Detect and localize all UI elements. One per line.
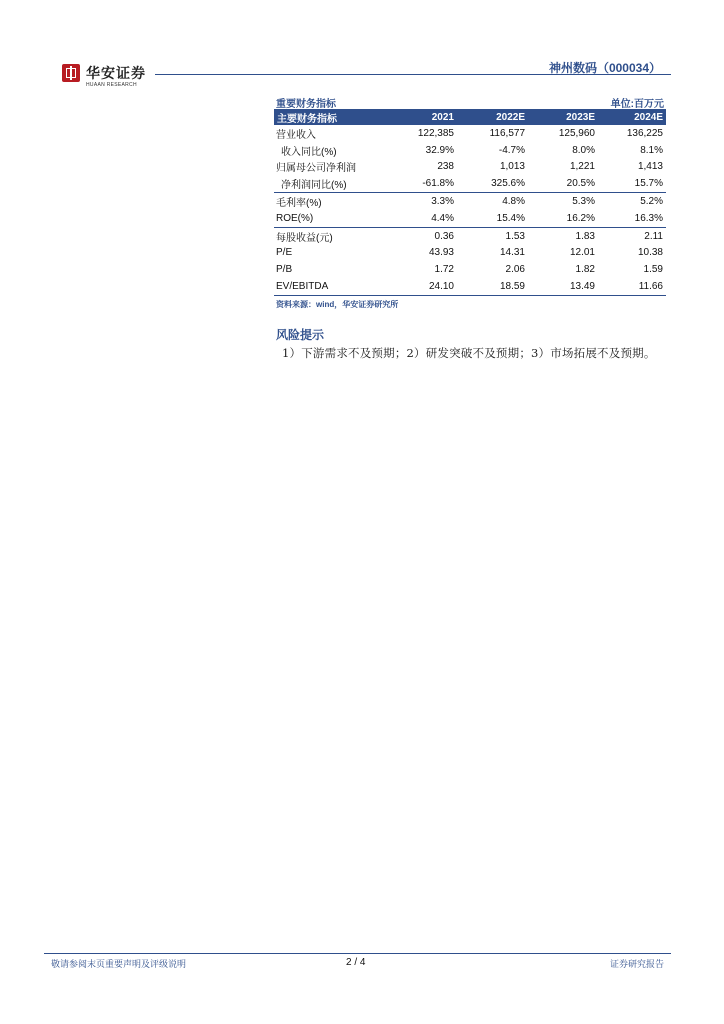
table-cell: 136,225	[626, 127, 663, 139]
table-cell: 1.83	[528, 227, 598, 244]
table-cell: 24.10	[384, 278, 457, 295]
table-header-row	[274, 109, 666, 125]
header-divider	[155, 74, 671, 75]
table-cell: 3.3%	[384, 193, 457, 210]
footer-report-type: 证券研究报告	[609, 959, 664, 969]
row-label: 净利润同比(%)	[281, 180, 347, 192]
row-label: 营业收入	[276, 129, 316, 141]
table-cell: 15.7%	[634, 178, 663, 190]
footer-divider	[44, 953, 671, 954]
row-label: P/B	[276, 264, 293, 276]
page-number: 2 / 4	[346, 957, 366, 968]
financial-table	[274, 109, 666, 296]
table-title: 重要财务指标	[276, 99, 336, 110]
financial-indicators-block	[274, 94, 666, 310]
column-header: 2021	[384, 109, 457, 125]
table-cell: 32.9%	[425, 144, 454, 156]
table-row	[274, 245, 666, 262]
table-cell: -61.8%	[422, 178, 454, 190]
table-cell: 8.0%	[572, 144, 595, 156]
table-row	[274, 175, 666, 192]
table-cell: 8.1%	[640, 144, 663, 156]
column-header: 2024E	[598, 109, 666, 125]
row-label: ROE(%)	[276, 212, 314, 224]
table-cell: 2.06	[505, 264, 525, 276]
table-cell: 20.5%	[566, 178, 595, 190]
row-label: 收入同比(%)	[281, 146, 337, 158]
table-cell: 11.66	[598, 278, 666, 295]
row-label: EV/EBITDA	[274, 278, 384, 295]
table-cell: 325.6%	[491, 178, 525, 190]
table-cell: 1.59	[643, 264, 663, 276]
table-cell: 116,577	[489, 127, 525, 139]
table-cell: 1,413	[637, 161, 663, 173]
table-cell: 10.38	[637, 247, 663, 259]
table-cell: 1,221	[569, 161, 595, 173]
table-row	[274, 159, 666, 176]
risk-text: 1）下游需求不及预期；2）研发突破不及预期；3）市场拓展不及预期。	[282, 346, 656, 360]
table-source-note: 资料来源：wind，华安证券研究所	[276, 299, 399, 309]
row-label: 归属母公司净利润	[276, 163, 356, 175]
table-cell: 43.93	[428, 247, 454, 259]
table-cell: 1.82	[575, 264, 595, 276]
company-title: 神州数码（000034）	[548, 61, 661, 75]
table-cell: 4.8%	[457, 193, 528, 210]
column-header: 2023E	[528, 109, 598, 125]
logo-seal-icon	[62, 64, 80, 82]
table-unit: 单位:百万元	[610, 99, 664, 110]
table-row	[274, 227, 666, 244]
table-cell: 238	[437, 161, 454, 173]
column-header: 主要财务指标	[274, 109, 384, 125]
table-cell: 16.3%	[634, 212, 663, 224]
footer-disclaimer: 敬请参阅末页重要声明及评级说明	[51, 959, 187, 969]
table-cell: 14.31	[499, 247, 525, 259]
column-header: 2022E	[457, 109, 528, 125]
table-cell: 0.36	[384, 227, 457, 244]
table-cell: 13.49	[528, 278, 598, 295]
row-label: P/E	[276, 247, 293, 259]
table-cell: 4.4%	[431, 212, 454, 224]
brand-logo	[62, 62, 157, 90]
table-cell: 15.4%	[496, 212, 525, 224]
table-cell: 16.2%	[566, 212, 595, 224]
risk-heading: 风险提示	[276, 328, 325, 342]
table-row	[274, 261, 666, 278]
table-cell: 1,013	[499, 161, 525, 173]
table-cell: -4.7%	[498, 144, 525, 156]
logo-name-cn: 华安证券	[86, 66, 146, 82]
table-cell: 2.11	[598, 227, 666, 244]
table-row	[274, 125, 666, 142]
table-cell: 122,385	[417, 127, 454, 139]
table-row	[274, 210, 666, 227]
table-cell: 12.01	[569, 247, 595, 259]
table-cell: 1.72	[434, 264, 454, 276]
row-label: 毛利率(%)	[274, 193, 384, 210]
table-cell: 5.3%	[528, 193, 598, 210]
logo-name-en: HUAAN RESEARCH	[86, 82, 137, 88]
row-label: 每股收益(元)	[274, 227, 384, 244]
table-row	[274, 278, 666, 295]
table-cell: 5.2%	[598, 193, 666, 210]
table-cell: 1.53	[457, 227, 528, 244]
table-row	[274, 142, 666, 159]
table-cell: 18.59	[457, 278, 528, 295]
table-cell: 125,960	[558, 127, 595, 139]
table-row	[274, 193, 666, 210]
